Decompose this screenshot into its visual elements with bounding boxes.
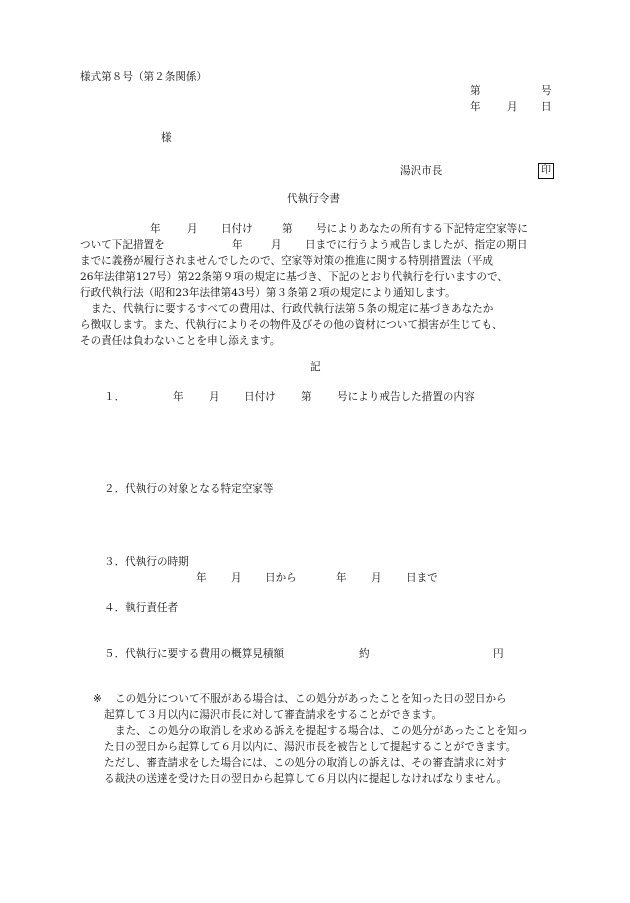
date-month: 月 [507, 101, 518, 113]
item-1-dai: 第 [301, 391, 312, 403]
date-day: 日 [541, 101, 552, 113]
item-1-rest: 号により戒告した措置の内容 [337, 391, 475, 403]
item-3: ３．代執行の時期 [104, 556, 189, 568]
item-3-day-1: 日から [265, 572, 297, 584]
item-3-day-2: 日まで [406, 572, 438, 584]
seal-stamp: 印 [538, 163, 554, 179]
body-line-5: 行政代執行法（昭和23年法律第43号）第３条第２項の規定により通知します。 [80, 287, 456, 299]
item-1-date: 日付け [244, 391, 276, 403]
body-line-1-rest: 号によりあなたの所有する下記特定空家等に [316, 223, 528, 235]
item-3-month-1: 月 [231, 572, 242, 584]
body-line-8: その責任は負わないことを申し添えます。 [80, 335, 281, 347]
date-year: 年 [470, 101, 481, 113]
item-3-year-1: 年 [196, 572, 207, 584]
item-4: ４．執行責任者 [104, 602, 179, 614]
note-line-4: た日の翌日から起算して６月以内に、湯沢市長を被告として提起することができます。 [104, 741, 517, 753]
doc-number-go: 号 [541, 85, 552, 97]
note-line-2: 起算して３月以内に湯沢市長に対して審査請求をすることができます。 [104, 709, 443, 721]
body-line-2-rest: 日までに行うよう戒告しましたが、指定の期日 [305, 239, 528, 251]
body-line-6: また、代執行に要するすべての費用は、行政代執行法第５条の規定に基づきあなたか [91, 303, 494, 315]
body-date: 日付け [221, 223, 253, 235]
note-line-1: この処分について不服がある場合は、この処分があったことを知った日の翌日から [115, 693, 507, 705]
note-line-5: ただし、審査請求をした場合には、この処分の取消しの訴えは、その審査請求に対す [104, 757, 507, 769]
item-5-yen: 円 [493, 648, 504, 660]
body-line-2-year: 年 [232, 239, 243, 251]
item-1-year: 年 [173, 391, 184, 403]
item-1-number: １． [104, 391, 126, 403]
item-2: ２．代執行の対象となる特定空家等 [104, 483, 274, 495]
item-3-month-2: 月 [371, 572, 382, 584]
item-1-month: 月 [209, 391, 220, 403]
item-3-year-2: 年 [336, 572, 347, 584]
document-title: 代執行令書 [287, 193, 340, 205]
body-line-4: 26年法律第127号）第22条第９項の規定に基づき、下記のとおり代執行を行いますので、 [80, 271, 508, 283]
body-line-3: までに義務が履行されませんでしたので、空家等対策の推進に関する特別措置法（平成 [80, 255, 493, 267]
body-line-7: ら徴収します。また、代執行によりその物件及びその他の資材について損害が生じても、 [80, 319, 503, 331]
form-label: 様式第８号（第２条関係） [80, 71, 208, 83]
note-line-3: また、この処分の取消しを求める訴えを提起する場合は、この処分があったことを知っ [115, 725, 529, 737]
body-line-2-start: ついて下記措置を [80, 239, 165, 251]
body-line-2-month: 月 [271, 239, 282, 251]
body-year: 年 [150, 223, 161, 235]
body-dai: 第 [282, 223, 293, 235]
issuer-name: 湯沢市長 [400, 165, 443, 177]
addressee-sama: 様 [161, 132, 172, 144]
item-5: ５．代執行に要する費用の概算見積額 [104, 648, 285, 660]
note-line-6: る裁決の送達を受けた日の翌日から起算して６月以内に提起しなければなりません。 [104, 773, 508, 785]
note-mark: ※ [93, 693, 102, 705]
doc-number-dai: 第 [470, 85, 481, 97]
ki-heading: 記 [310, 361, 321, 373]
body-month: 月 [187, 223, 198, 235]
item-5-yaku: 約 [359, 648, 370, 660]
